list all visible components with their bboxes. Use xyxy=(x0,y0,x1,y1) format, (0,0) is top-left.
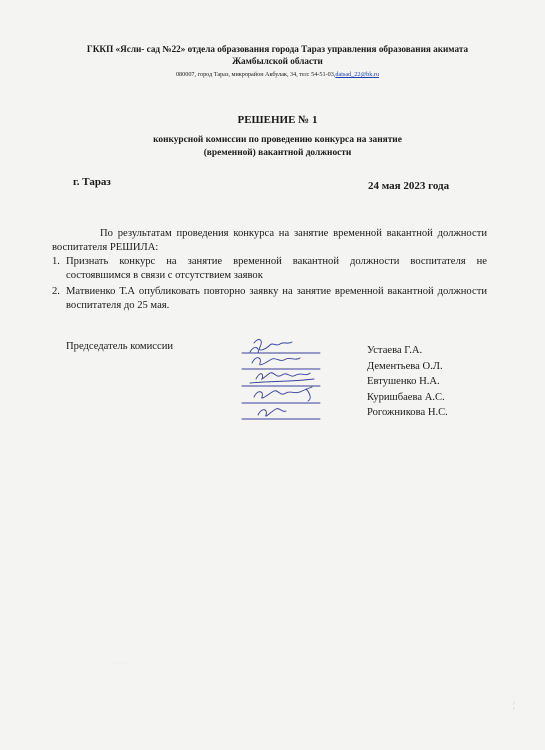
member-name: Евтушенко Н.А. xyxy=(367,376,440,387)
chair-label: Председатель комиссии xyxy=(66,341,174,352)
signatures-image xyxy=(240,335,325,425)
list-text: Матвиенко Т.А опубликовать повторно заявку на занятие временной вакантной должности воспитателя до 25 мая. xyxy=(66,286,487,311)
list-number: 1. xyxy=(52,256,60,267)
commission-members xyxy=(367,343,448,421)
address-text: 080007, город Тараз, микрорайон Акбулак, 34, тел: 54-51-03, xyxy=(175,71,336,78)
document-title: РЕШЕНИЕ № 1 xyxy=(237,114,318,126)
email-link[interactable]: datsad_22@bk.ru xyxy=(335,71,380,78)
subtitle-line1: конкурсной комиссии по проведению конкурса на занятие xyxy=(153,135,402,145)
list-number: 2. xyxy=(52,286,60,297)
org-address xyxy=(40,71,515,78)
scan-artifact: · · · · xyxy=(115,662,126,667)
city: г. Тараз xyxy=(73,176,111,188)
subtitle-line2: (временной) вакантной должности xyxy=(203,148,352,158)
org-name-line1: ГККП «Ясли- сад №22» отдела образования города Тараз управления образования акимата xyxy=(86,44,469,54)
list-item xyxy=(52,285,487,313)
document-subtitle xyxy=(40,134,515,160)
scan-artifact: ¦ xyxy=(513,700,515,710)
date: 24 мая 2023 года xyxy=(368,180,450,192)
member-name: Куришбаева А.С. xyxy=(367,391,445,403)
member-name: Устаева Г.А. xyxy=(367,345,423,356)
intro-paragraph: По результатам проведения конкурса на занятие временной вакантной должности воспитателя РЕШИЛА: xyxy=(52,228,487,253)
list-item xyxy=(52,255,487,283)
org-name-line2: Жамбылской области xyxy=(232,56,323,66)
list-text: Признать конкурс на занятие временной вакантной должности воспитателя не состоявшимся в связи с отсутствием заявок xyxy=(66,256,487,281)
member-name: Рогожникова Н.С. xyxy=(367,407,448,418)
member-name: Дементьева О.Л. xyxy=(367,360,443,372)
decision-list xyxy=(52,255,487,315)
